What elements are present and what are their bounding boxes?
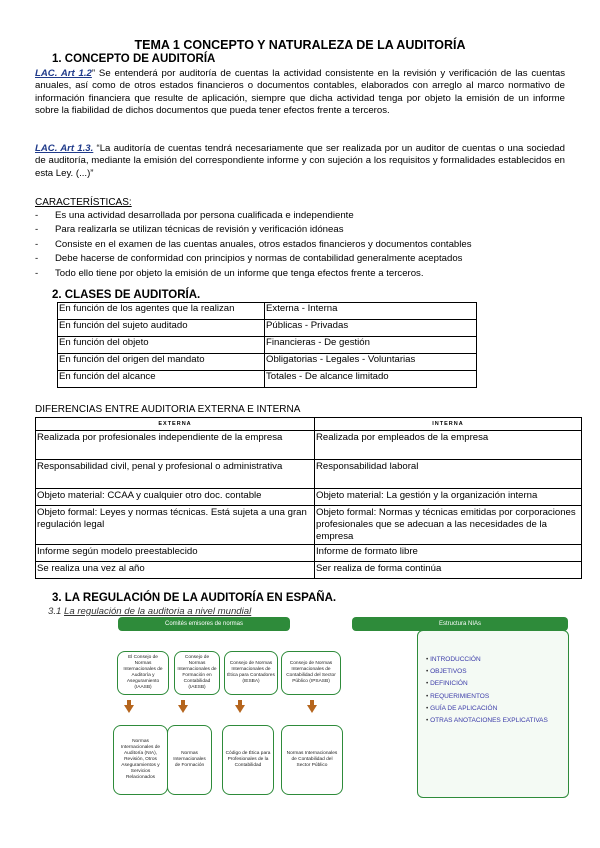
arrow-down-icon bbox=[307, 700, 317, 713]
table-cell: Objeto formal: Normas y técnicas emitidas por corporaciones profesionales que se adecuan a las necesidades de la empresa bbox=[315, 506, 582, 545]
committees-banner: Comités emisores de normas bbox=[118, 617, 290, 631]
table-cell: Objeto material: CCAA y cualquier otro doc. contable bbox=[36, 489, 315, 506]
table-row bbox=[58, 320, 477, 337]
list-item: • OTRAS ANOTACIONES EXPLICATIVAS bbox=[426, 715, 548, 727]
list-item: - Todo ello tiene por objeto la emisión de un informe que tenga efectos frente a terceros. bbox=[35, 267, 575, 281]
section-1-heading: 1. CONCEPTO DE AUDITORÍA bbox=[52, 53, 216, 65]
table-row bbox=[58, 354, 477, 371]
list-item: • INTRODUCCIÓN bbox=[426, 654, 548, 666]
table-cell: Obligatorias - Legales - Voluntarias bbox=[265, 354, 477, 371]
table-cell: En función del sujeto auditado bbox=[58, 320, 265, 337]
ethics-code-box: Código de Ética para Profesionales de la Contabilidad bbox=[222, 725, 274, 795]
subsection-number: 3.1 bbox=[48, 606, 65, 617]
arrow-down-icon bbox=[178, 700, 188, 713]
table-cell: Se realiza una vez al año bbox=[36, 562, 315, 579]
table-cell: Públicas - Privadas bbox=[265, 320, 477, 337]
table-row bbox=[36, 506, 582, 545]
table-row bbox=[58, 337, 477, 354]
public-sector-standards-box: Normas Internacionales de Contabilidad del Sector Público bbox=[281, 725, 343, 795]
table-cell: Ser realiza de forma continúa bbox=[315, 562, 582, 579]
ipsasb-box: Consejo de Normas Internacionales de Contabilidad del Sector Público (IPSASB) bbox=[281, 651, 341, 695]
iesba-box: Consejo de Normas Internacionales de Ética para Contadores (IESBA) bbox=[224, 651, 278, 695]
table-cell: Financieras - De gestión bbox=[265, 337, 477, 354]
list-item: - Debe hacerse de conformidad con principios y normas de contabilidad generalmente aceptados bbox=[35, 252, 575, 266]
table-cell: Totales - De alcance limitado bbox=[265, 371, 477, 388]
table-row bbox=[36, 460, 582, 489]
table-row bbox=[36, 431, 582, 460]
paragraph-art-1-3-text: “La auditoría de cuentas tendrá necesariamente que ser realizada por un auditor de cuentas o una sociedad de auditoría, mediante la emisión del correspondiente informe y con sujeción a los requisitos y formalidades establecidos en esta Ley. (...)” bbox=[35, 143, 565, 179]
formation-standards-box: Normas Internacionales de Formación bbox=[167, 725, 212, 795]
arrow-down-icon bbox=[235, 700, 245, 713]
caracteristicas-list bbox=[35, 209, 575, 281]
list-item: • GUÍA DE APLICACIÓN bbox=[426, 703, 548, 715]
table-cell: Realizada por empleados de la empresa bbox=[315, 431, 582, 460]
paragraph-art-1-2 bbox=[35, 68, 565, 118]
column-header-interna: INTERNA bbox=[315, 418, 582, 431]
caracteristicas-heading: CARACTERÍSTICAS: bbox=[35, 197, 132, 208]
column-header-externa: EXTERNA bbox=[36, 418, 315, 431]
table-row bbox=[58, 371, 477, 388]
list-item: • OBJETIVOS bbox=[426, 666, 548, 678]
table-cell: Responsabilidad laboral bbox=[315, 460, 582, 489]
nias-banner: Estructura NIAs bbox=[352, 617, 568, 631]
table-cell: En función del alcance bbox=[58, 371, 265, 388]
iaesb-box: Consejo de Normas Internacionales de Formación en Contabilidad (IAESB) bbox=[174, 651, 220, 695]
table-row bbox=[36, 562, 582, 579]
subsection-3-1 bbox=[48, 606, 251, 617]
section-2-heading: 2. CLASES DE AUDITORÍA. bbox=[52, 289, 201, 301]
clases-table bbox=[57, 302, 477, 388]
table-row bbox=[58, 303, 477, 320]
paragraph-art-1-3 bbox=[35, 143, 565, 180]
list-item: - Consiste en el examen de las cuentas anuales, otros estados financieros y documentos contables bbox=[35, 238, 575, 252]
table-cell: Objeto material: La gestión y la organización interna bbox=[315, 489, 582, 506]
list-item: - Para realizarla se utilizan técnicas de revisión y verificación idóneas bbox=[35, 223, 575, 237]
section-3-heading: 3. LA REGULACIÓN DE LA AUDITORÍA EN ESPAÑA. bbox=[52, 592, 337, 604]
list-item: - Es una actividad desarrollada por persona cualificada e independiente bbox=[35, 209, 575, 223]
list-item: • DEFINICIÓN bbox=[426, 678, 548, 690]
iaasb-box: El Consejo de Normas Internacionales de Auditoría y Aseguramiento (IAASB) bbox=[117, 651, 169, 695]
nia-structure-list bbox=[426, 654, 548, 727]
table-cell: Realizada por profesionales independiente de la empresa bbox=[36, 431, 315, 460]
table-cell: Objeto formal: Leyes y normas técnicas. Está sujeta a una gran regulación legal bbox=[36, 506, 315, 545]
diferencias-table bbox=[35, 417, 582, 579]
paragraph-art-1-2-text: ” Se entenderá por auditoría de cuentas la actividad consistente en la revisión y verificación de las cuentas anuales, así como de otros estados financieros o documentos contables, elaborados con arreglo al marco normativo de información financiera que resulte de aplicación, siempre que dicha actividad tenga por objeto la emisión de un informe sobre la fiabilidad de dichos documentos que pueda tener efectos frente a terceros. bbox=[35, 68, 565, 117]
table-cell: En función de los agentes que la realizan bbox=[58, 303, 265, 320]
table-cell: Informe de formato libre bbox=[315, 545, 582, 562]
diferencias-heading: DIFERENCIAS ENTRE AUDITORIA EXTERNA E INTERNA bbox=[35, 404, 301, 415]
table-row bbox=[36, 489, 582, 506]
reference-art-1-2: LAC. Art 1.2 bbox=[35, 68, 92, 79]
table-row bbox=[36, 545, 582, 562]
reference-art-1-3: LAC. Art 1.3. bbox=[35, 143, 94, 154]
table-cell: Informe según modelo preestablecido bbox=[36, 545, 315, 562]
table-cell: En función del objeto bbox=[58, 337, 265, 354]
page-title: TEMA 1 CONCEPTO Y NATURALEZA DE LA AUDITORÍA bbox=[134, 38, 466, 52]
table-header-row bbox=[36, 418, 582, 431]
subsection-title: La regulación de la auditoria a nivel mundial bbox=[64, 606, 252, 617]
list-item: • REQUERIMIENTOS bbox=[426, 691, 548, 703]
table-cell: En función del origen del mandato bbox=[58, 354, 265, 371]
table-cell: Externa - Interna bbox=[265, 303, 477, 320]
arrow-down-icon bbox=[124, 700, 134, 713]
table-cell: Responsabilidad civil, penal y profesional o administrativa bbox=[36, 460, 315, 489]
nia-standards-box: Normas Internacionales de Auditoría (NIA), Revisión, Otros Aseguramientos y Servicios Relacionados bbox=[113, 725, 168, 795]
